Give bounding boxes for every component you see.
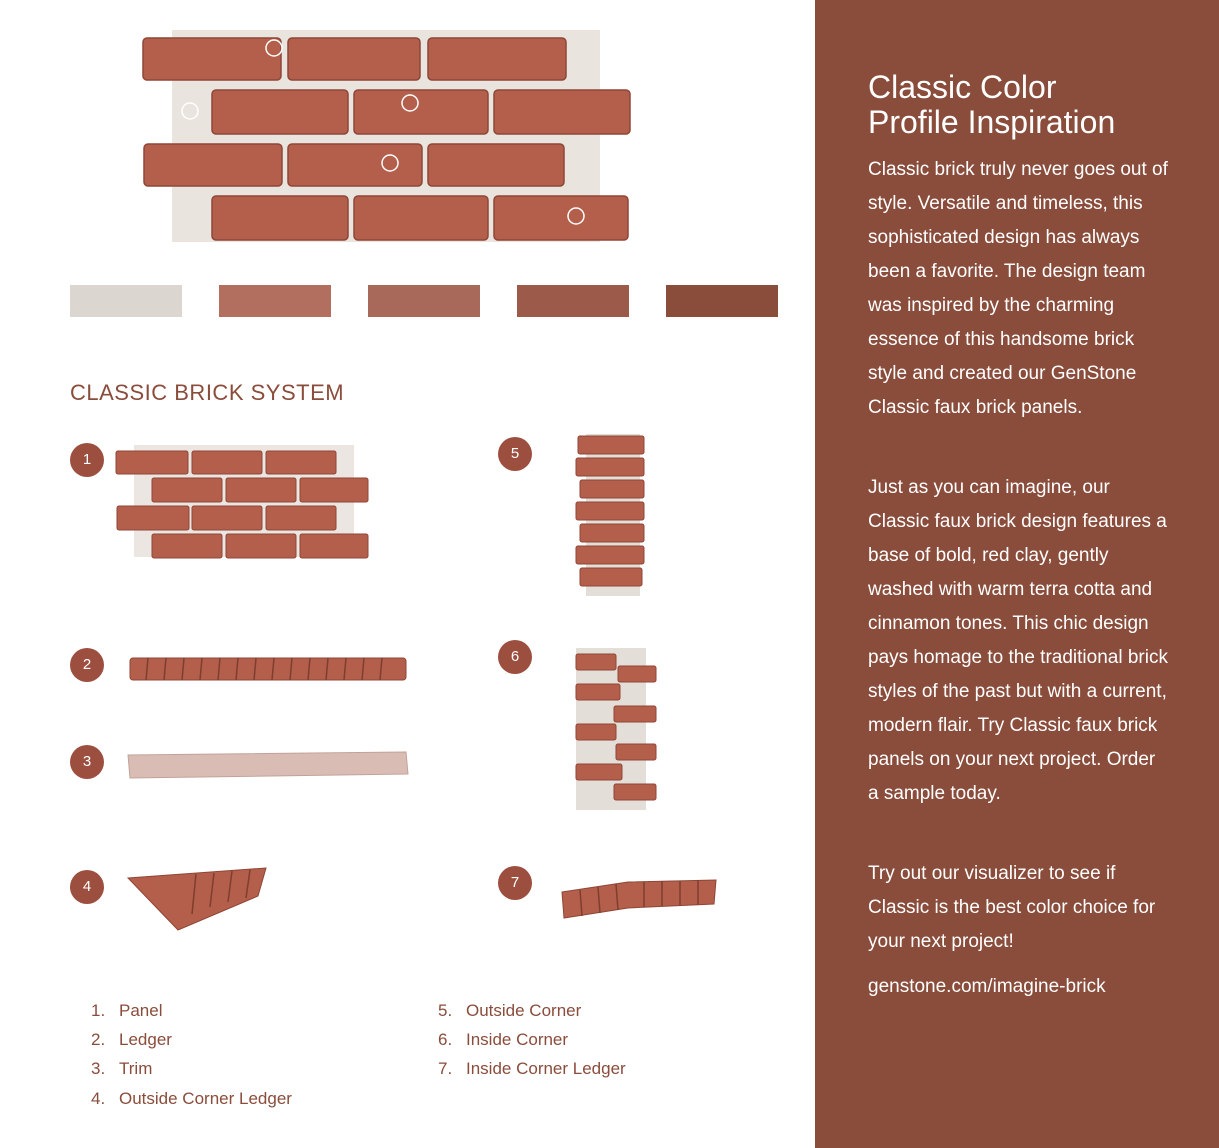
legend-item-panel: 1. Panel xyxy=(91,1001,163,1020)
panel-title: Classic Color Profile Inspiration xyxy=(868,69,1116,140)
panel-paragraph-2: Just as you can imagine, our Classic faux brick design features a base of bold, red clay, gently washed with warm terra cotta and cinnamon tones. This chic design pays homage to the traditional brick styles of the past but with a current, modern flair. Try Classic faux brick panels on your next project. Order a sample today. xyxy=(868,477,1168,804)
badge-4: 4 xyxy=(70,870,104,904)
hero-brick-panel-image xyxy=(140,28,632,246)
inside-corner-ledger-product-image xyxy=(558,872,720,922)
legend-item-inside-corner-ledger: 7. Inside Corner Ledger xyxy=(438,1059,626,1078)
section-title: CLASSIC BRICK SYSTEM xyxy=(70,380,345,405)
outside-corner-product-image xyxy=(572,430,650,602)
inside-corner-product-image xyxy=(572,644,660,814)
ledger-product-image xyxy=(128,654,410,684)
color-swatch-5 xyxy=(666,285,778,317)
trim-product-image xyxy=(126,750,410,780)
outside-corner-ledger-product-image xyxy=(126,862,272,934)
panel-paragraph-3: Try out our visualizer to see if Classic is the best color choice for your next project! xyxy=(868,863,1156,952)
inspiration-panel xyxy=(815,0,1219,1148)
visualizer-link[interactable]: genstone.com/imagine-brick xyxy=(868,976,1106,997)
panel-paragraph-1: Classic brick truly never goes out of style. Versatile and timeless, this sophisticated design has always been a favorite. The design team was inspired by the charming essence of this handsome brick style and created our GenStone Classic faux brick panels. xyxy=(868,159,1168,418)
color-swatch-3 xyxy=(368,285,480,317)
legend-item-trim: 3. Trim xyxy=(91,1059,153,1078)
badge-6: 6 xyxy=(498,640,532,674)
legend-item-outside-corner-ledger: 4. Outside Corner Ledger xyxy=(91,1089,292,1108)
badge-3: 3 xyxy=(70,745,104,779)
color-swatch-1 xyxy=(70,285,182,317)
panel-product-image xyxy=(114,443,372,561)
badge-1: 1 xyxy=(70,443,104,477)
badge-5: 5 xyxy=(498,437,532,471)
color-swatch-4 xyxy=(517,285,629,317)
legend-item-ledger: 2. Ledger xyxy=(91,1030,172,1049)
badge-2: 2 xyxy=(70,648,104,682)
color-swatch-2 xyxy=(219,285,331,317)
badge-7: 7 xyxy=(498,866,532,900)
legend-item-inside-corner: 6. Inside Corner xyxy=(438,1030,569,1049)
legend-item-outside-corner: 5. Outside Corner xyxy=(438,1001,582,1020)
